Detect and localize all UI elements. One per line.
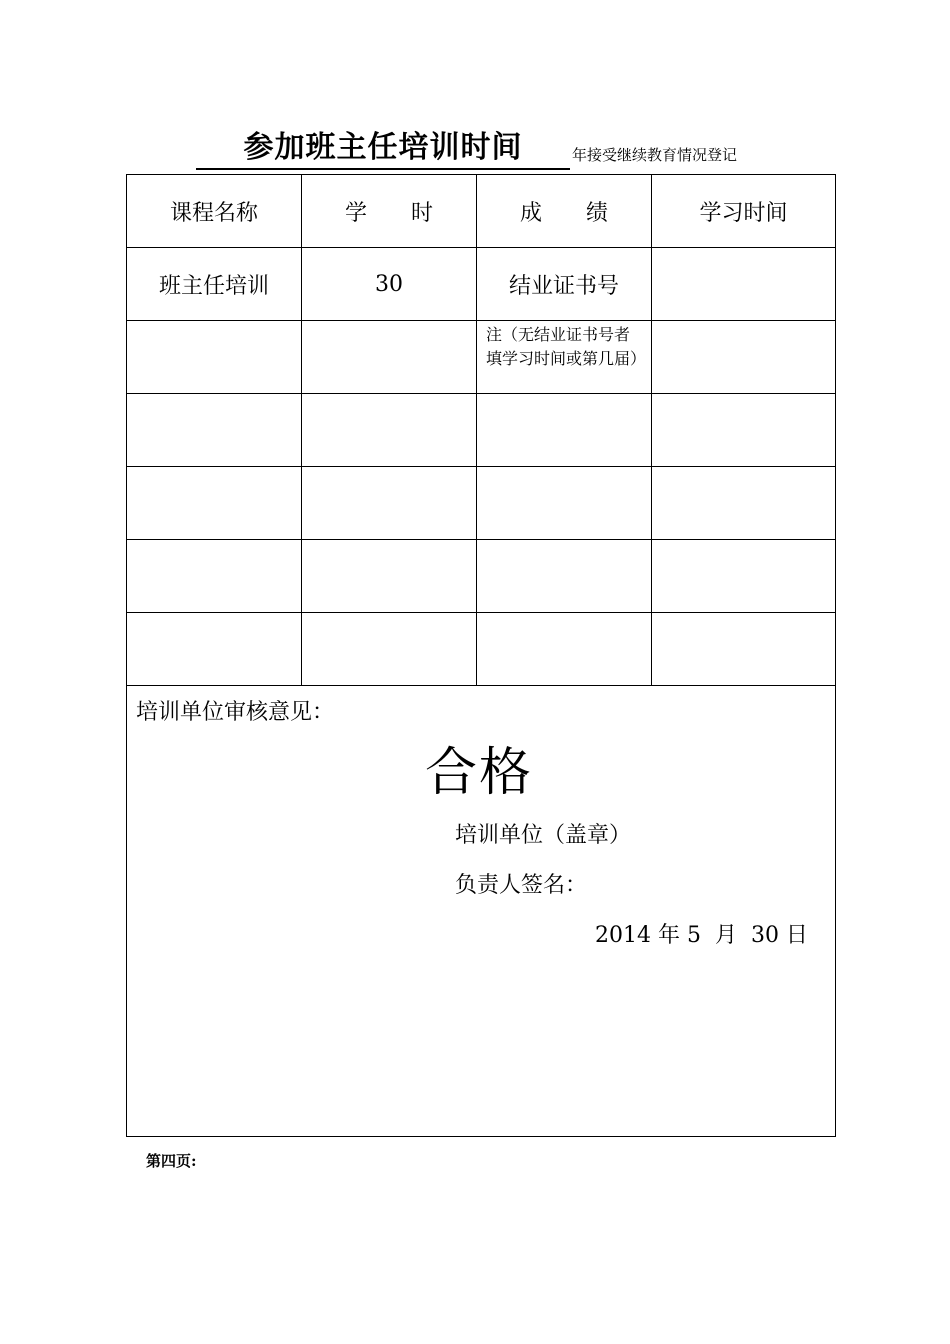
cell-certificate-label: 结业证书号 bbox=[477, 248, 652, 321]
certificate-note: 注（无结业证书号者填学习时间或第几届） bbox=[477, 321, 652, 394]
empty-cell[interactable] bbox=[302, 394, 477, 467]
empty-cell[interactable] bbox=[652, 321, 836, 394]
header-row bbox=[127, 175, 836, 248]
review-section bbox=[127, 686, 836, 1137]
table-row bbox=[127, 248, 836, 321]
training-record-table bbox=[126, 174, 836, 1137]
page-number: 第四页: bbox=[146, 1152, 197, 1170]
table-row bbox=[127, 540, 836, 613]
table-row bbox=[127, 394, 836, 467]
document-title bbox=[196, 128, 796, 172]
table-row bbox=[127, 613, 836, 686]
empty-cell[interactable] bbox=[477, 394, 652, 467]
empty-cell[interactable] bbox=[652, 613, 836, 686]
cell-study-time[interactable] bbox=[652, 248, 836, 321]
empty-cell[interactable] bbox=[127, 613, 302, 686]
empty-cell[interactable] bbox=[127, 467, 302, 540]
empty-cell[interactable] bbox=[302, 540, 477, 613]
table-row bbox=[127, 467, 836, 540]
title-main: 参加班主任培训时间 bbox=[196, 128, 570, 170]
empty-cell[interactable] bbox=[477, 540, 652, 613]
title-subtitle: 年接受继续教育情况登记 bbox=[572, 146, 738, 164]
empty-cell[interactable] bbox=[652, 540, 836, 613]
header-grade: 成 绩 bbox=[477, 175, 652, 248]
empty-cell[interactable] bbox=[302, 467, 477, 540]
review-unit-stamp: 培训单位（盖章） bbox=[455, 823, 632, 848]
empty-cell[interactable] bbox=[302, 321, 477, 394]
empty-cell[interactable] bbox=[127, 321, 302, 394]
header-course-name: 课程名称 bbox=[127, 175, 302, 248]
empty-cell[interactable] bbox=[652, 467, 836, 540]
review-signer: 负责人签名： bbox=[455, 873, 588, 898]
empty-cell[interactable] bbox=[477, 613, 652, 686]
cell-course-name: 班主任培训 bbox=[127, 248, 302, 321]
review-row bbox=[127, 686, 836, 1137]
cell-hours: 30 bbox=[302, 248, 477, 321]
review-label: 培训单位审核意见： bbox=[136, 700, 335, 725]
empty-cell[interactable] bbox=[652, 394, 836, 467]
empty-cell[interactable] bbox=[477, 467, 652, 540]
empty-cell[interactable] bbox=[302, 613, 477, 686]
empty-cell[interactable] bbox=[127, 540, 302, 613]
review-result: 合格 bbox=[425, 743, 534, 803]
review-date: 2014 年 5 月 30 日 bbox=[595, 923, 808, 948]
table-row bbox=[127, 321, 836, 394]
header-study-time: 学习时间 bbox=[652, 175, 836, 248]
header-hours: 学 时 bbox=[302, 175, 477, 248]
empty-cell[interactable] bbox=[127, 394, 302, 467]
